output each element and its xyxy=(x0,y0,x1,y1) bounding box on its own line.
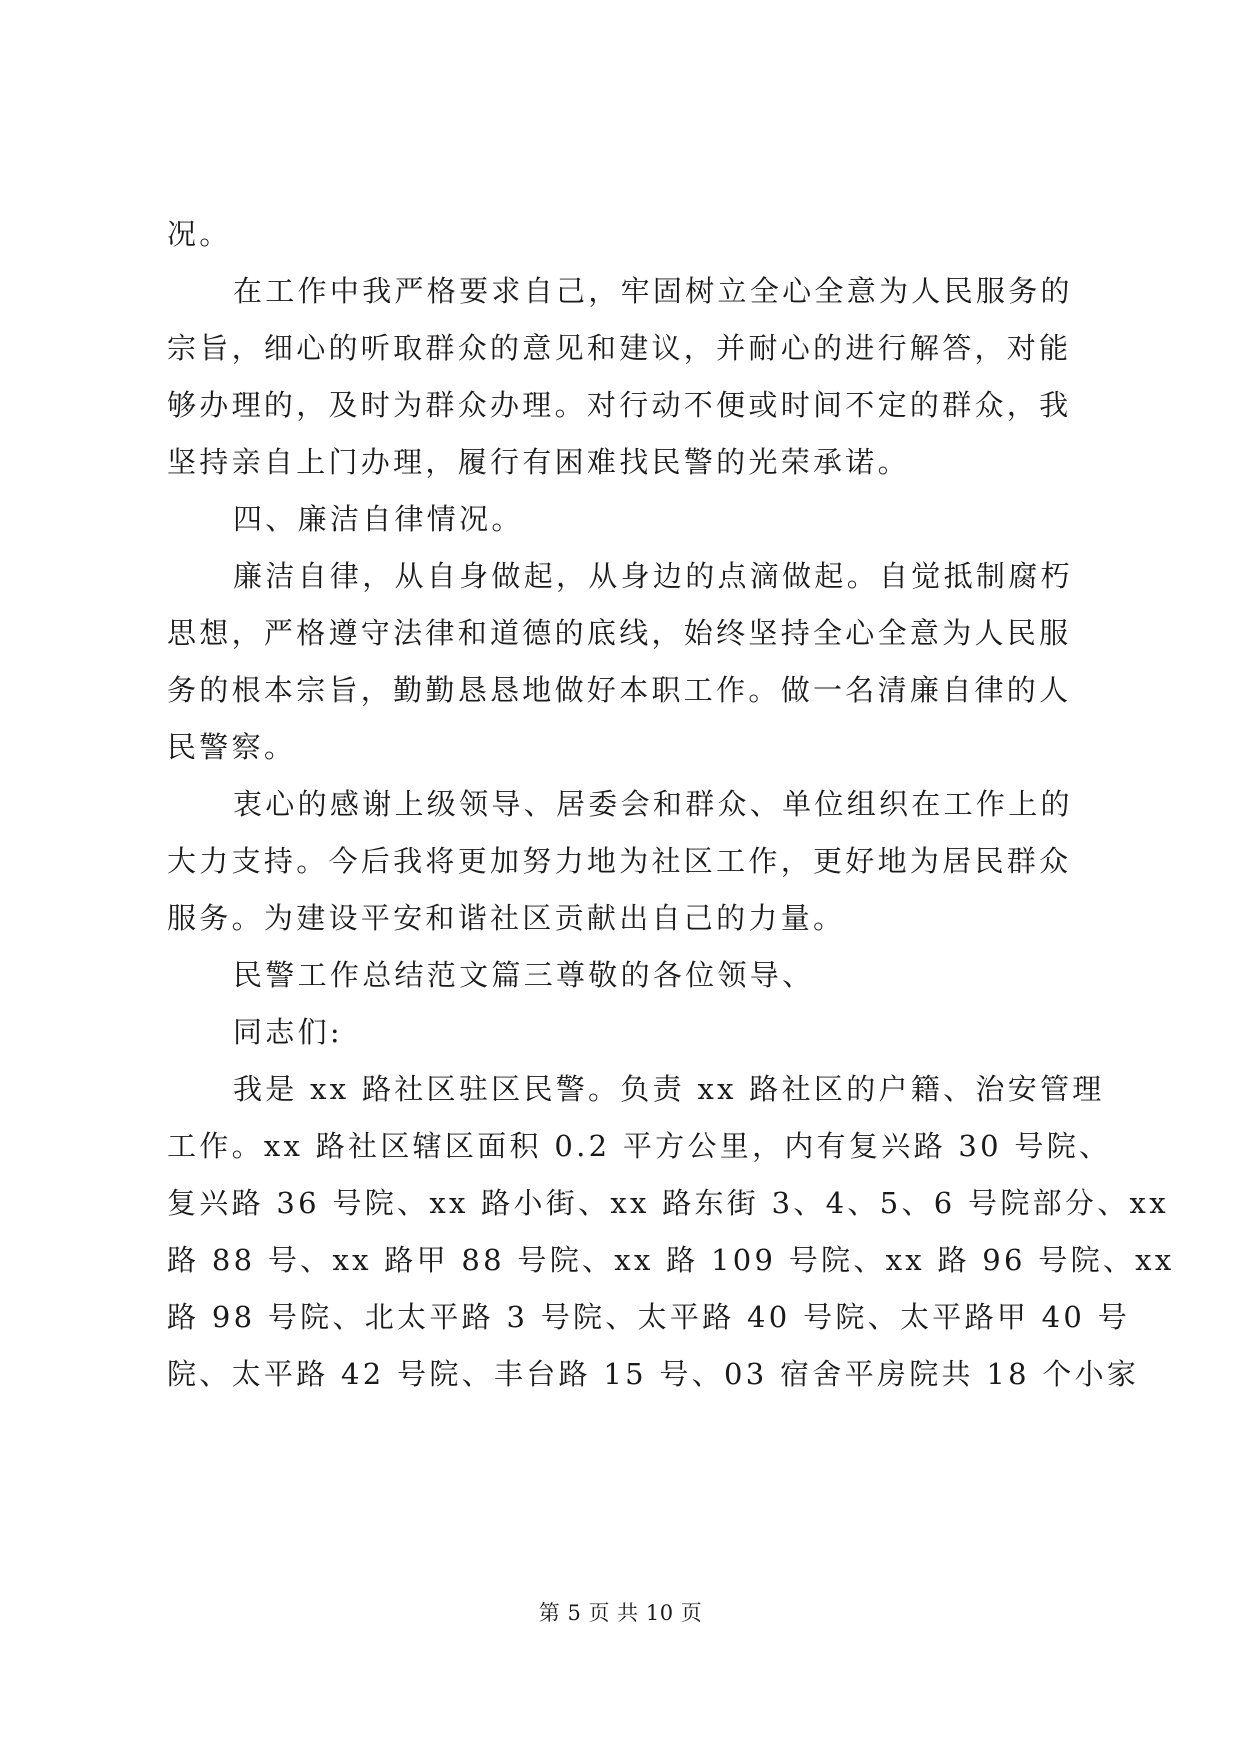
paragraph-line: 民警工作总结范文篇三尊敬的各位领导、 xyxy=(233,958,815,992)
paragraph-line: 路 98 号院、北太平路 3 号院、太平路 40 号院、太平路甲 40 号 xyxy=(167,1300,1131,1334)
paragraph-line: 复兴路 36 号院、xx 路小街、xx 路东街 3、4、5、6 号院部分、xx xyxy=(167,1186,1169,1220)
paragraph-line: 思想，严格遵守法律和道德的底线，始终坚持全心全意为人民服 xyxy=(167,616,1072,650)
paragraph-line: 况。 xyxy=(167,217,232,251)
paragraph-line: 大力支持。今后我将更加努力地为社区工作，更好地为居民群众 xyxy=(167,844,1072,878)
paragraph-line: 衷心的感谢上级领导、居委会和群众、单位组织在工作上的 xyxy=(233,787,1073,821)
paragraph-line: 工作。xx 路社区辖区面积 0.2 平方公里，内有复兴路 30 号院、 xyxy=(167,1129,1112,1163)
paragraph-line: 坚持亲自上门办理，履行有困难找民警的光荣承诺。 xyxy=(167,445,910,479)
paragraph-line: 民警察。 xyxy=(167,730,297,764)
paragraph-line: 务的根本宗旨，勤勤恳恳地做好本职工作。做一名清廉自律的人 xyxy=(167,673,1072,707)
paragraph-line: 路 88 号、xx 路甲 88 号院、xx 路 109 号院、xx 路 96 号院、xx xyxy=(167,1243,1175,1277)
paragraph-line: 我是 xx 路社区驻区民警。负责 xx 路社区的户籍、治安管理 xyxy=(233,1072,1105,1106)
paragraph-line: 宗旨，细心的听取群众的意见和建议，并耐心的进行解答，对能 xyxy=(167,331,1072,365)
salutation-line: 同志们: xyxy=(233,1015,343,1049)
page-number-footer: 第 5 页 共 10 页 xyxy=(538,1601,703,1625)
paragraph-line: 在工作中我严格要求自己，牢固树立全心全意为人民服务的 xyxy=(233,274,1073,308)
section-heading: 四、廉洁自律情况。 xyxy=(233,502,524,536)
paragraph-line: 廉洁自律，从自身做起，从身边的点滴做起。自觉抵制腐朽 xyxy=(233,559,1073,593)
paragraph-line: 够办理的，及时为群众办理。对行动不便或时间不定的群众，我 xyxy=(167,388,1072,422)
paragraph-line: 院、太平路 42 号院、丰台路 15 号、03 宿舍平房院共 18 个小家 xyxy=(167,1357,1140,1391)
paragraph-line: 服务。为建设平安和谐社区贡献出自己的力量。 xyxy=(167,901,846,935)
